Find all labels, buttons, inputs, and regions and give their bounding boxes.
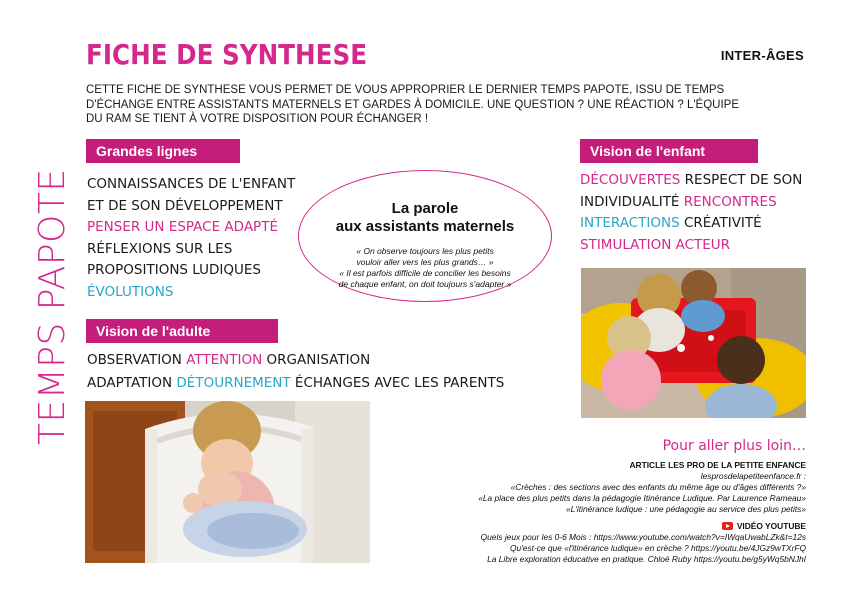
- list-line: [580, 235, 802, 257]
- section-label-grandes-lignes: Grandes lignes: [86, 139, 240, 163]
- intro-text: CETTE FICHE DE SYNTHESE VOUS PERMET DE VOUS APPROPRIER LE DERNIER TEMPS PAPOTE, ISSU DE TEMPS D'ÉCHANGE ENTRE ASSISTANTS MATERNELS ET GARDES À DOMICILE. UNE QUESTION ? UNE RÉACTION ? L'ÉQUIPE DU RAM SE TIENT À VOTRE DISPOSITION POUR ÉCHANGER !: [86, 84, 739, 125]
- keyword: PENSER UN ESPACE ADAPTÉ: [87, 219, 278, 235]
- list-line: [87, 174, 295, 196]
- vision-enfant-list: [580, 170, 802, 256]
- video-link[interactable]: Quels jeux pour les 0-6 Mois : https://www.youtube.com/watch?v=IWqaUwabLZk&t=12s: [480, 532, 806, 542]
- keyword: ET DE SON DÉVELOPPEMENT: [87, 197, 283, 214]
- keyword: ACTEUR: [675, 236, 731, 253]
- video-heading: VIDÉO YOUTUBE: [286, 521, 806, 532]
- grandes-lignes-list: [87, 174, 295, 303]
- further-reading-title: Pour aller plus loin…: [662, 438, 806, 454]
- keyword: RÉFLEXIONS SUR LES: [87, 240, 233, 257]
- list-line: [580, 213, 802, 235]
- list-line: [87, 372, 504, 395]
- keyword: ATTENTION: [186, 352, 263, 368]
- keyword: CONNAISSANCES DE L'ENFANT: [87, 176, 296, 192]
- list-line: [87, 196, 295, 218]
- youtube-icon: [722, 522, 733, 530]
- keyword: ORGANISATION: [266, 352, 371, 368]
- list-line: [87, 260, 295, 282]
- article-heading: ARTICLE LES PRO DE LA PETITE ENFANCE: [629, 460, 806, 470]
- article-link[interactable]: «Crèches : des sections avec des enfants du même âge ou d'âges différents ?»: [510, 482, 806, 492]
- further-reading-references: [286, 460, 806, 565]
- keyword: DÉCOUVERTES: [580, 172, 681, 188]
- video-link[interactable]: Qu'est-ce que «l'itinérance ludique» en crèche ? https://youtu.be/4JGz9wTXrFQ: [509, 543, 806, 553]
- side-title: TEMPS PAPOTE: [32, 168, 73, 445]
- keyword: DÉTOURNEMENT: [176, 375, 291, 391]
- list-line: [87, 239, 295, 261]
- page-title: FICHE DE SYNTHESE: [86, 38, 368, 71]
- list-line: [580, 170, 802, 192]
- keyword: INDIVIDUALITÉ: [580, 193, 680, 210]
- keyword: STIMULATION: [580, 236, 672, 253]
- category-tag: INTER-ÂGES: [720, 48, 804, 63]
- keyword: ÉCHANGES AVEC LES PARENTS: [294, 375, 505, 391]
- list-line: [580, 192, 802, 214]
- list-line: [87, 282, 295, 304]
- list-line: [87, 217, 295, 239]
- section-label-vision-enfant: Vision de l'enfant: [580, 139, 758, 163]
- article-site: lesprosdelapetiteenfance.fr :: [700, 471, 806, 481]
- video-link[interactable]: La Libre exploration éducative en pratique. Chloé Ruby https://youtu.be/g5yWq5bNJhI: [487, 554, 806, 564]
- keyword: CRÉATIVITÉ: [683, 215, 762, 231]
- vision-adulte-list: [87, 349, 504, 395]
- keyword: ADAPTATION: [87, 375, 173, 391]
- photo-children-playing: [581, 268, 806, 418]
- keyword: RESPECT DE SON: [684, 172, 803, 188]
- keyword: INTERACTIONS: [580, 215, 680, 231]
- article-link[interactable]: «La place des plus petits dans la pédagogie Itinérance Ludique. Par Laurence Rameau»: [478, 493, 806, 503]
- keyword: ÉVOLUTIONS: [87, 283, 174, 300]
- article-link[interactable]: «L'itinérance ludique : une pédagogie au service des plus petits»: [566, 504, 806, 514]
- keyword: RENCONTRES: [683, 193, 777, 210]
- section-label-vision-adulte: Vision de l'adulte: [86, 319, 278, 343]
- quote-bubble-text: « On observe toujours les plus petits vouloir aller vers les plus grands… » « Il est parfois difficile de concilier les besoins de chaque enfant, on doit toujours s'adapter »: [338, 246, 512, 289]
- list-line: [87, 349, 504, 372]
- keyword: PROPOSITIONS LUDIQUES: [87, 262, 261, 278]
- quote-bubble-title: La parole aux assistants maternels: [335, 200, 515, 235]
- keyword: OBSERVATION: [87, 352, 182, 368]
